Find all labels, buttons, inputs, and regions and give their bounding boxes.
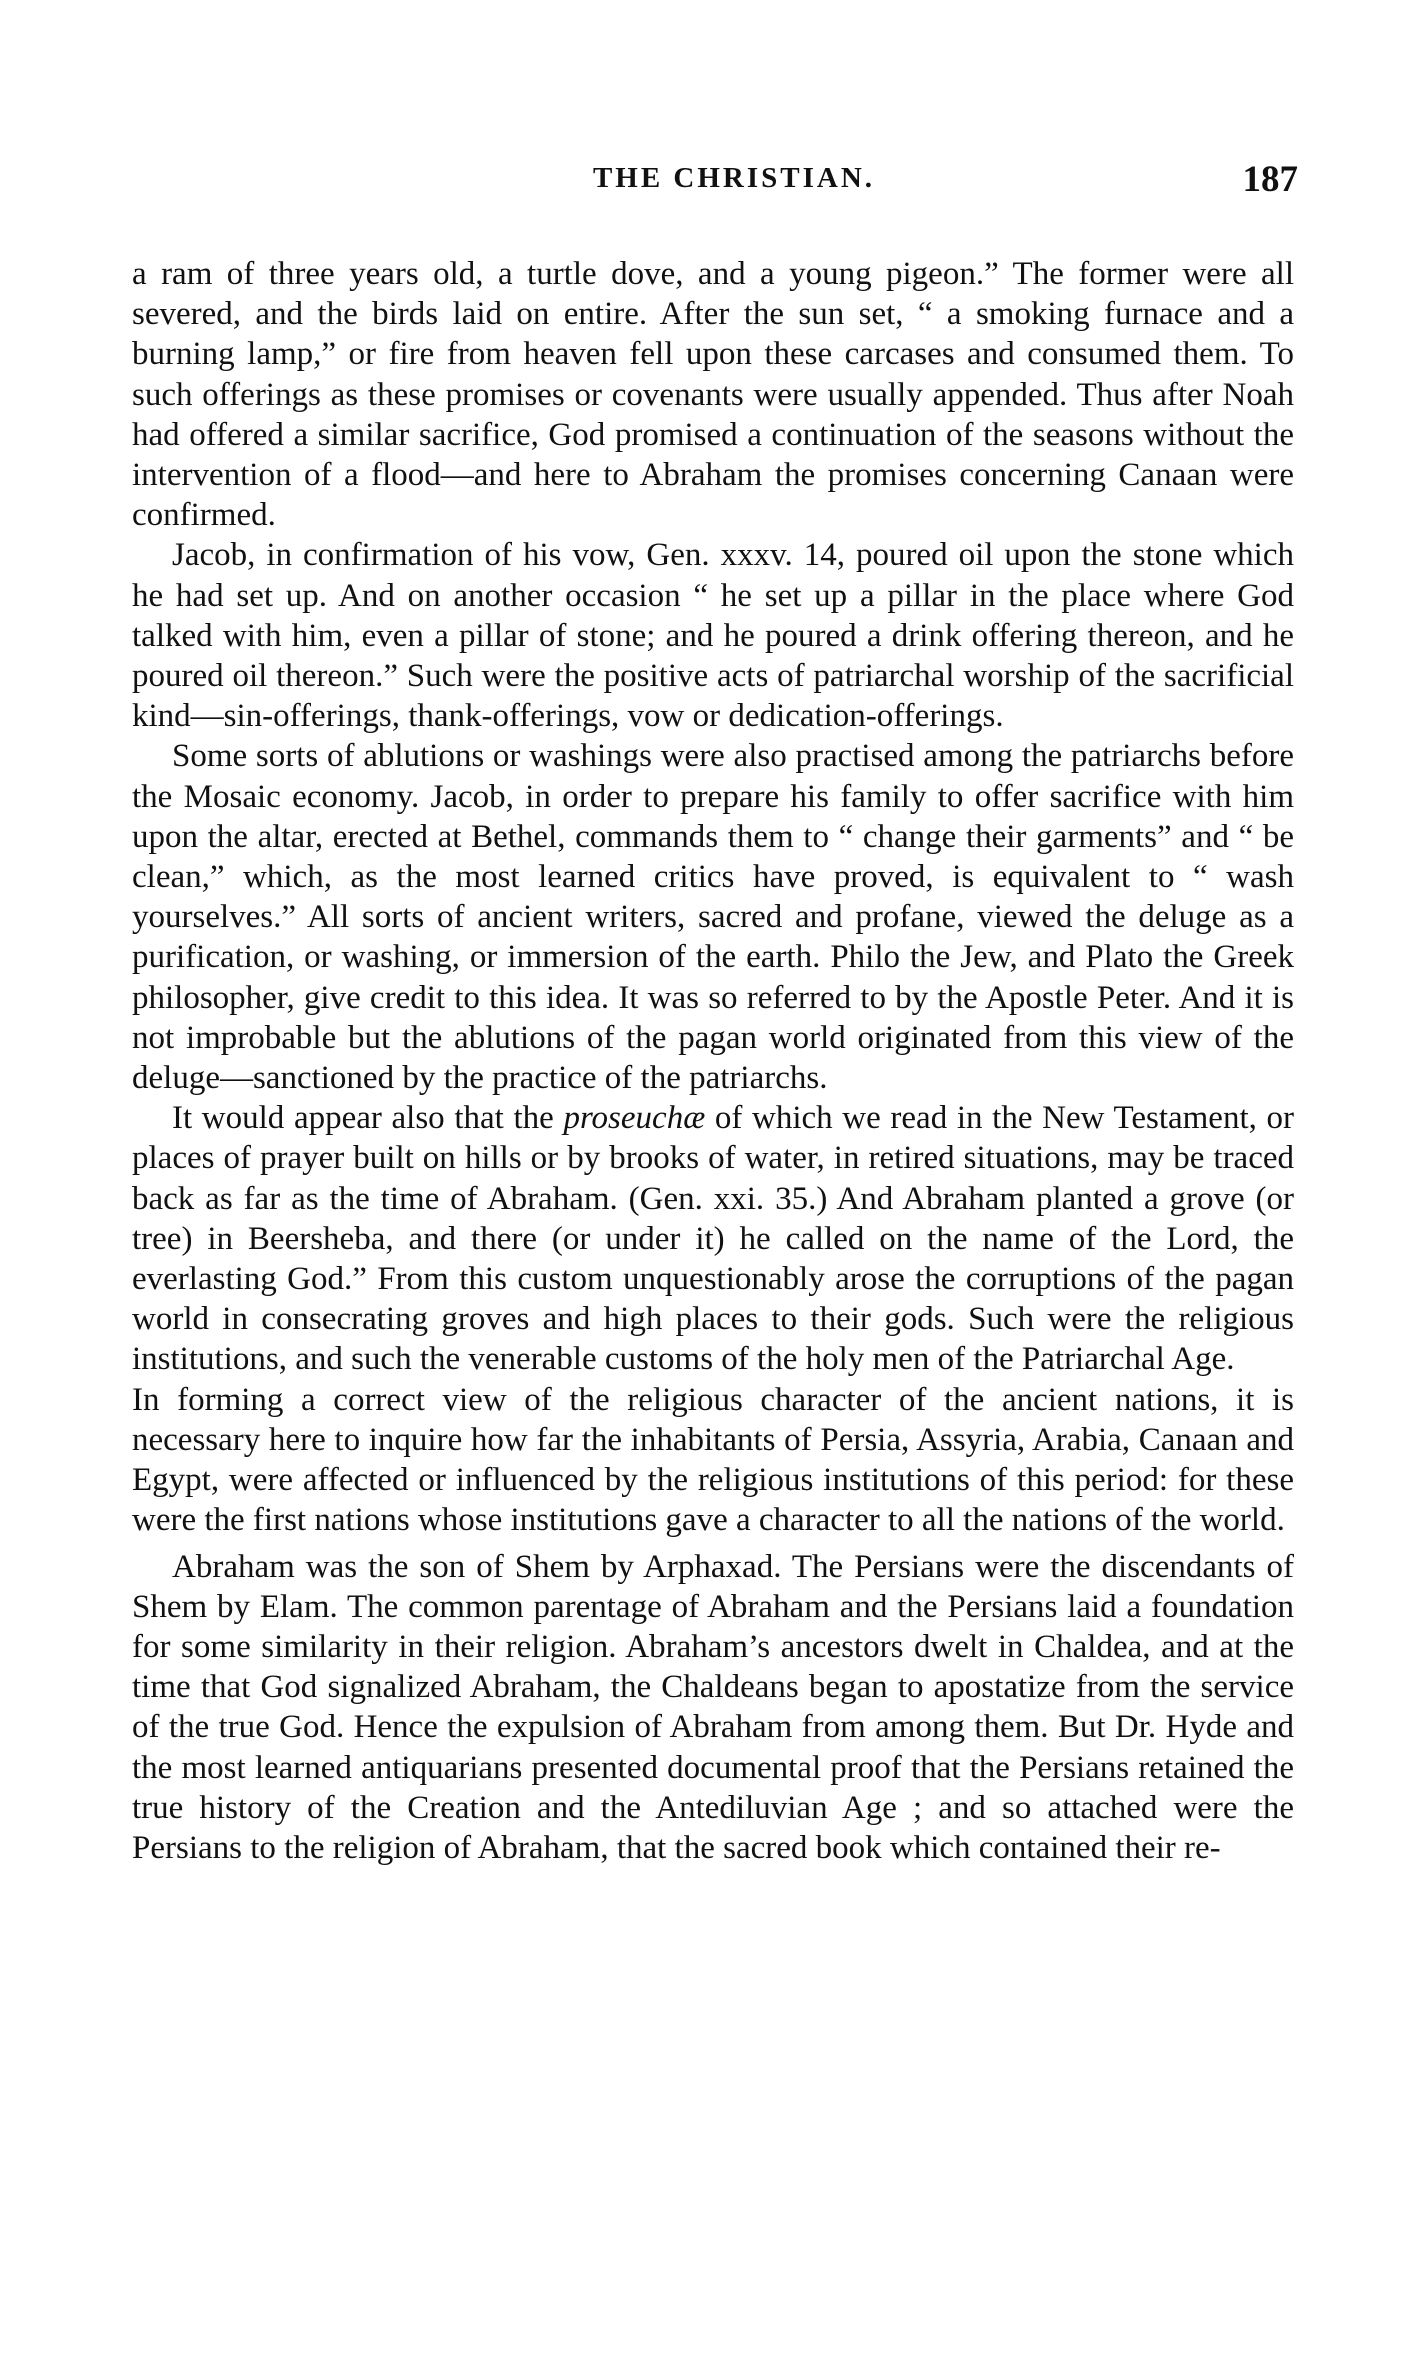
paragraph-proseuchae-lead: It would appear also that the (172, 1100, 564, 1137)
paragraph-ram-offering: a ram of three years old, a turtle dove, and a young pigeon.” The former were all severed, and the birds laid on entire. After the sun set, “ a smoking furnace and a burning lamp,” or fire from heaven fell upon these carcases and consumed them. To such offerings as these promises or covenants were usually appended. Thus after Noah had offered a similar sacrifice, God promised a continuation of the seasons without the intervention of a flood—and here to Abraham the promises concerning Canaan were confirmed. (132, 256, 1294, 534)
paragraph-jacob-vow: Jacob, in confirmation of his vow, Gen. xxxv. 14, poured oil upon the stone which he had set up. And on another occasion “ he set up a pillar in the place where God talked with him, even a pillar of stone; and he poured a drink offering thereon, and he poured oil thereon.” Such were the positive acts of patriarchal worship of the sacrificial kind—sin-offerings, thank-offerings, vow or dedication-offerings. (132, 537, 1294, 735)
page-header (170, 158, 1298, 206)
paragraph-proseuchae-rest: of which we read in the New Testament, or places of prayer built on hills or by brooks of water, in retired situations, may be traced back as far as the time of Abraham. (Gen. xxi. 35.) And Abraham planted a grove (or tree) in Beersheba, and there (or under it) he called on the name of the Lord, the everlasting God.” From this custom unquestionably arose the corruptions of the pagan world in consecrating groves and high places to their gods. Such were the religious institutions, and such the venerable customs of the holy men of the Patriarchal Age. (132, 1100, 1295, 1378)
body-text (132, 254, 1294, 1868)
page-number: 187 (1242, 159, 1298, 200)
running-head: THE CHRISTIAN. (592, 162, 876, 194)
paragraph-abraham-persians: Abraham was the son of Shem by Arphaxad. The Persians were the discendants of Shem by Elam. The common parentage of Abraham and the Persians laid a foundation for some similarity in their religion. Abraham’s ancestors dwelt in Chaldea, and at the time that God signalized Abraham, the Chaldeans began to apostatize from the service of the true God. Hence the expulsion of Abraham from among them. But Dr. Hyde and the most learned antiquarians presented documental proof that the Persians retained the true history of the Creation and the Antediluvian Age ; and so attached were the Persians to the religion of Abraham, that the sacred book which contained their re- (132, 1548, 1294, 1866)
proseuchae-term: proseuchæ (563, 1100, 706, 1137)
paragraph-proseuchae (132, 1098, 1294, 1379)
paragraph-ancient-nations: In forming a correct view of the religious character of the ancient nations, it is necessary here to inquire how far the inhabitants of Persia, Assyria, Arabia, Canaan and Egypt, were affected or influenced by the religious institutions of this period: for these were the first nations whose institutions gave a character to all the nations of the world. (132, 1381, 1294, 1539)
paragraph-ablutions: Some sorts of ablutions or washings were also practised among the patriarchs before the Mosaic economy. Jacob, in order to prepare his family to offer sacrifice with him upon the altar, erected at Bethel, commands them to “ change their garments” and “ be clean,” which, as the most learned critics have proved, is equivalent to “ wash yourselves.” All sorts of ancient writers, sacred and profane, viewed the deluge as a purification, or washing, or immersion of the earth. Philo the Jew, and Plato the Greek philosopher, give credit to this idea. It was so referred to by the Apostle Peter. And it is not improbable but the ablutions of the pagan world originated from this view of the deluge—sanctioned by the practice of the patriarchs. (132, 738, 1294, 1097)
